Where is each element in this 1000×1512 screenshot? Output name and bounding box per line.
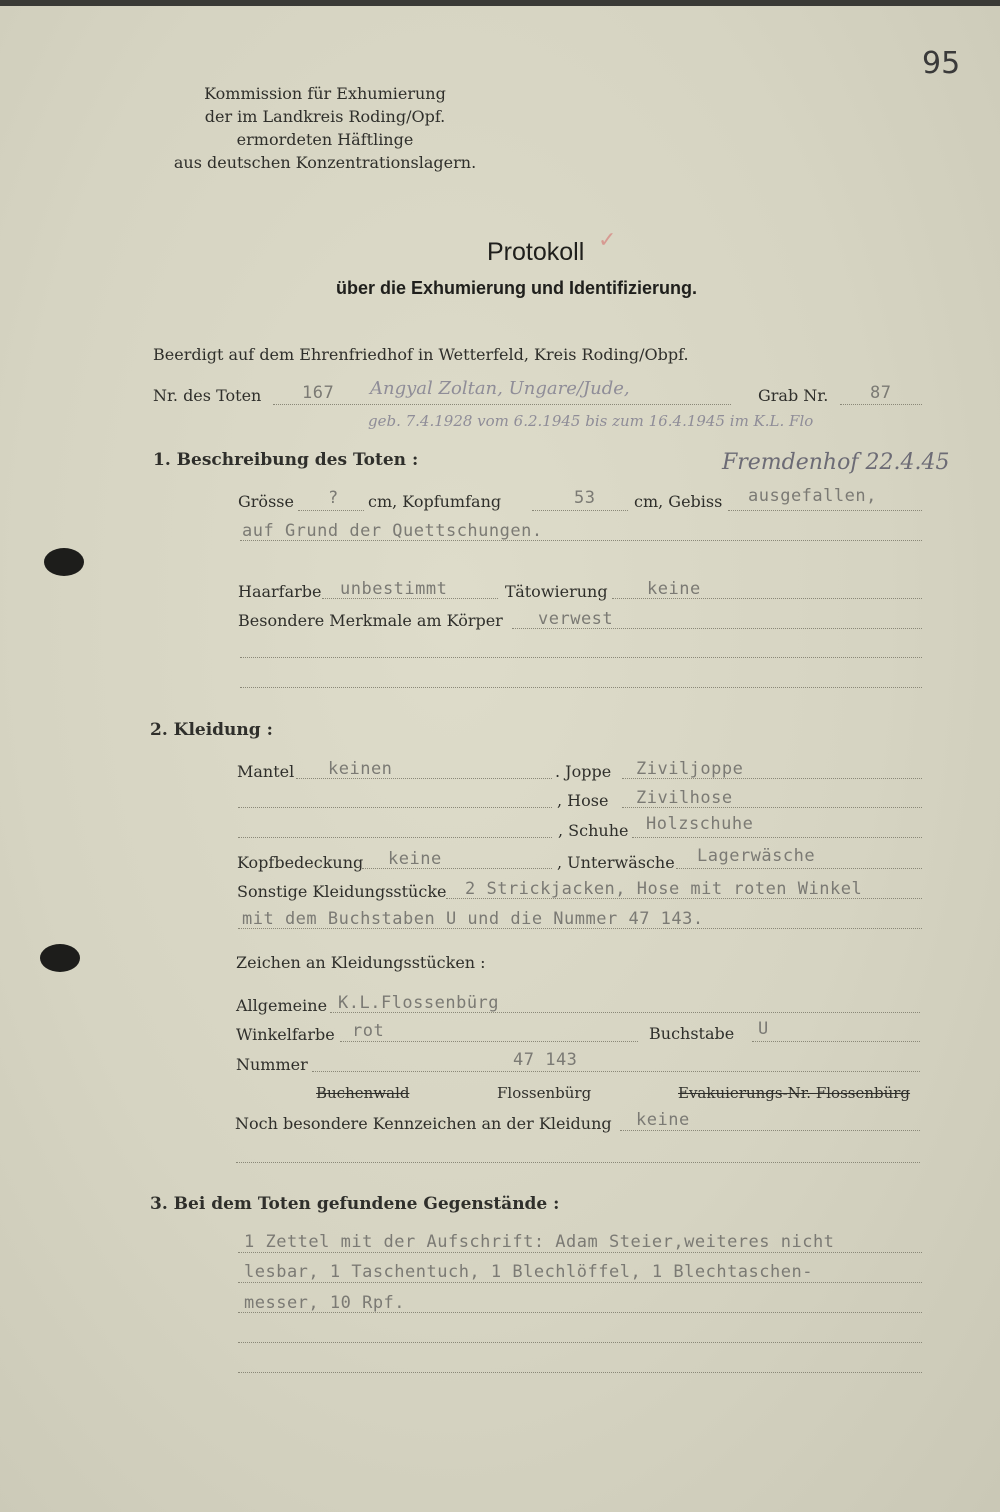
underwear-value: Lagerwäsche: [697, 846, 816, 866]
marks-value: verwest: [538, 609, 614, 629]
general-value: K.L.Flossenbürg: [338, 993, 500, 1013]
dead-number-label: Nr. des Toten: [153, 386, 262, 405]
page-number: 95: [922, 46, 961, 81]
headwear-value: keine: [388, 849, 442, 869]
size-value: ?: [328, 488, 339, 508]
handwritten-stamp: Fremdenhof 22.4.45: [722, 450, 950, 475]
general-label: Allgemeine: [236, 996, 328, 1015]
teeth-value: ausgefallen,: [748, 486, 877, 506]
burial-line: Beerdigt auf dem Ehrenfriedhof in Wetterfeld, Kreis Roding/Obpf.: [153, 345, 689, 364]
fill-line: [238, 807, 552, 808]
size-label: Grösse: [238, 492, 294, 511]
camp-evacuation: Evakuierungs-Nr. Flossenbürg: [678, 1084, 911, 1102]
number-value: 47 143: [513, 1050, 578, 1070]
fill-line: [340, 1041, 638, 1042]
dead-number-value: 167: [302, 383, 335, 403]
special-marks-value: keine: [636, 1110, 690, 1130]
camp-flossenbuerg: Flossenbürg: [497, 1084, 592, 1102]
other-clothing-value: 2 Strickjacken, Hose mit roten Winkel: [465, 879, 863, 899]
head-value: 53: [574, 488, 596, 508]
jacket-label: . Joppe: [555, 762, 612, 781]
punch-hole: [40, 944, 80, 972]
camp-buchenwald: Buchenwald: [316, 1084, 410, 1102]
fill-line: [312, 1071, 920, 1072]
teeth-continuation: auf Grund der Quettschungen.: [242, 521, 543, 541]
color-value: rot: [352, 1021, 385, 1041]
dead-name: Angyal Zoltan, Ungare/Jude,: [370, 378, 630, 399]
color-label: Winkelfarbe: [236, 1025, 335, 1044]
section2-heading: 2. Kleidung :: [150, 720, 273, 740]
document-title: Protokoll: [487, 238, 585, 266]
trousers-label: , Hose: [557, 791, 609, 810]
fill-line: [238, 1282, 922, 1283]
shoes-value: Holzschuhe: [646, 814, 754, 834]
headwear-label: Kopfbedeckung: [237, 853, 364, 872]
check-mark: ✓: [598, 228, 617, 253]
commission-header: [160, 82, 490, 174]
letter-label: Buchstabe: [649, 1024, 735, 1043]
other-clothing-continuation: mit dem Buchstaben U und die Nummer 47 143.: [242, 909, 704, 929]
special-marks-label: Noch besondere Kennzeichen an der Kleidung: [235, 1114, 612, 1133]
number-label: Nummer: [236, 1055, 308, 1074]
teeth-label: cm, Gebiss: [634, 492, 723, 511]
hair-label: Haarfarbe: [238, 582, 322, 601]
head-label: cm, Kopfumfang: [368, 492, 502, 511]
fill-line: [298, 510, 364, 511]
coat-value: keinen: [328, 759, 393, 779]
underwear-label: , Unterwäsche: [557, 853, 675, 872]
section3-heading: 3. Bei dem Toten gefundene Gegenstände :: [150, 1194, 560, 1214]
items-line: messer, 10 Rpf.: [244, 1293, 406, 1313]
tattoo-label: Tätowierung: [505, 582, 608, 601]
tattoo-value: keine: [647, 579, 701, 599]
punch-hole: [44, 548, 84, 576]
commission-line: der im Landkreis Roding/Opf.: [204, 107, 446, 126]
clothing-signs-heading: Zeichen an Kleidungsstücken :: [236, 953, 486, 972]
fill-line: [632, 837, 922, 838]
fill-line: [238, 837, 552, 838]
fill-line: [273, 404, 731, 405]
fill-line: [238, 1372, 922, 1373]
marks-label: Besondere Merkmale am Körper: [238, 611, 503, 630]
shoes-label: , Schuhe: [558, 821, 629, 840]
fill-line: [240, 687, 922, 688]
grave-number: 87: [870, 383, 892, 403]
items-line: lesbar, 1 Taschentuch, 1 Blechlöffel, 1 Blechtaschen-: [244, 1262, 813, 1282]
document-subtitle: über die Exhumierung und Identifizierung.: [336, 278, 698, 298]
commission-line: Kommission für Exhumierung: [204, 84, 446, 103]
fill-line: [620, 1130, 920, 1131]
other-clothing-label: Sonstige Kleidungsstücke: [237, 882, 447, 901]
fill-line: [840, 404, 922, 405]
hair-value: unbestimmt: [340, 579, 448, 599]
section1-heading: 1. Beschreibung des Toten :: [153, 450, 419, 470]
items-line: 1 Zettel mit der Aufschrift: Adam Steier,weiteres nicht: [244, 1232, 835, 1252]
grave-label: Grab Nr.: [758, 386, 829, 405]
fill-line: [236, 1162, 920, 1163]
scan-edge: [0, 0, 1000, 6]
trousers-value: Zivilhose: [636, 788, 733, 808]
birth-camp-line: geb. 7.4.1928 vom 6.2.1945 bis zum 16.4.1945 im K.L. Flo: [368, 412, 814, 430]
fill-line: [532, 510, 628, 511]
fill-line: [238, 1252, 922, 1253]
jacket-value: Ziviljoppe: [636, 759, 744, 779]
commission-line: ermordeten Häftlinge: [236, 130, 414, 149]
fill-line: [728, 510, 922, 511]
letter-value: U: [758, 1019, 769, 1039]
commission-line: aus deutschen Konzentrationslagern.: [173, 153, 477, 172]
coat-label: Mantel: [237, 762, 295, 781]
fill-line: [752, 1041, 920, 1042]
fill-line: [676, 868, 922, 869]
fill-line: [238, 1342, 922, 1343]
fill-line: [240, 657, 922, 658]
